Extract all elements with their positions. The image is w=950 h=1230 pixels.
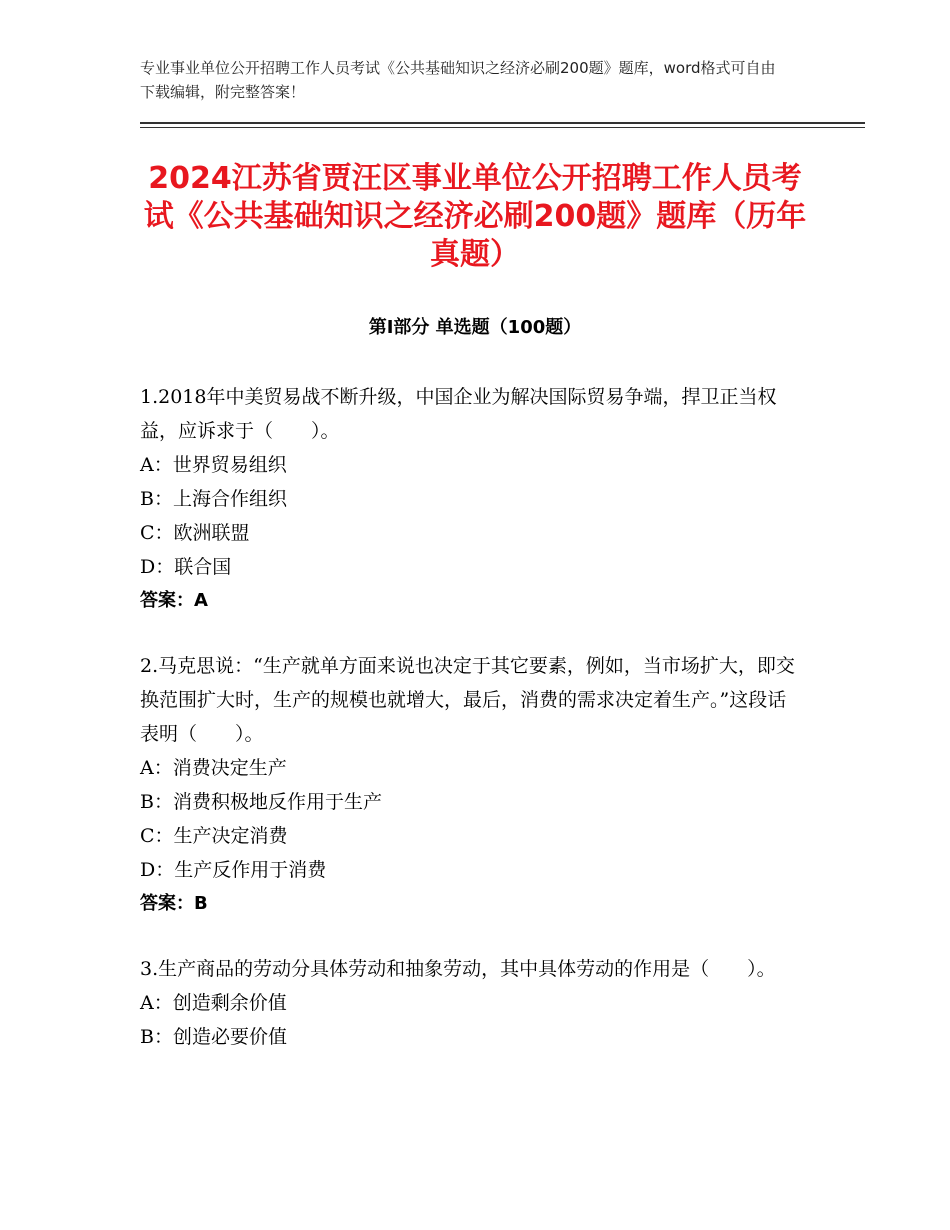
question-text: 2.马克思说：“生产就单方面来说也决定于其它要素，例如，当市场扩大，即交换范围扩大时，生产的规模也就增大，最后，消费的需求决定着生产。”这段话表明（ ）。 (140, 655, 795, 745)
option-a: A：创造剩余价值 (140, 992, 287, 1014)
question-text: 1.2018年中美贸易战不断升级，中国企业为解决国际贸易争端，捍卫正当权益，应诉求于（ ）。 (140, 386, 777, 442)
question-1 (140, 380, 800, 618)
header-note: 专业事业单位公开招聘工作人员考试《公共基础知识之经济必刷200题》题库，word格式可自由下载编辑，附完整答案！ (140, 59, 776, 101)
option-c: C：欧洲联盟 (140, 522, 250, 544)
header-rule-thick (140, 122, 865, 124)
option-c: C：生产决定消费 (140, 825, 288, 847)
section-title: 第Ⅰ部分 单选题（100题） (368, 317, 582, 338)
question-text: 3.生产商品的劳动分具体劳动和抽象劳动，其中具体劳动的作用是（ ）。 (140, 958, 776, 980)
option-b: B：上海合作组织 (140, 488, 287, 510)
option-b: B：消费积极地反作用于生产 (140, 791, 382, 813)
question-list (140, 380, 800, 1085)
header-rule-thin (140, 127, 865, 128)
document-title: 2024江苏省贾汪区事业单位公开招聘工作人员考试《公共基础知识之经济必刷200题》题库（历年真题） (143, 161, 807, 272)
option-a: A：消费决定生产 (140, 757, 287, 779)
option-d: D：生产反作用于消费 (140, 859, 327, 881)
answer: 答案：B (140, 893, 208, 914)
option-d: D：联合国 (140, 556, 232, 578)
option-b: B：创造必要价值 (140, 1026, 287, 1048)
answer: 答案：A (140, 590, 208, 611)
question-3 (140, 952, 800, 1054)
option-a: A：世界贸易组织 (140, 454, 287, 476)
question-2 (140, 649, 800, 921)
